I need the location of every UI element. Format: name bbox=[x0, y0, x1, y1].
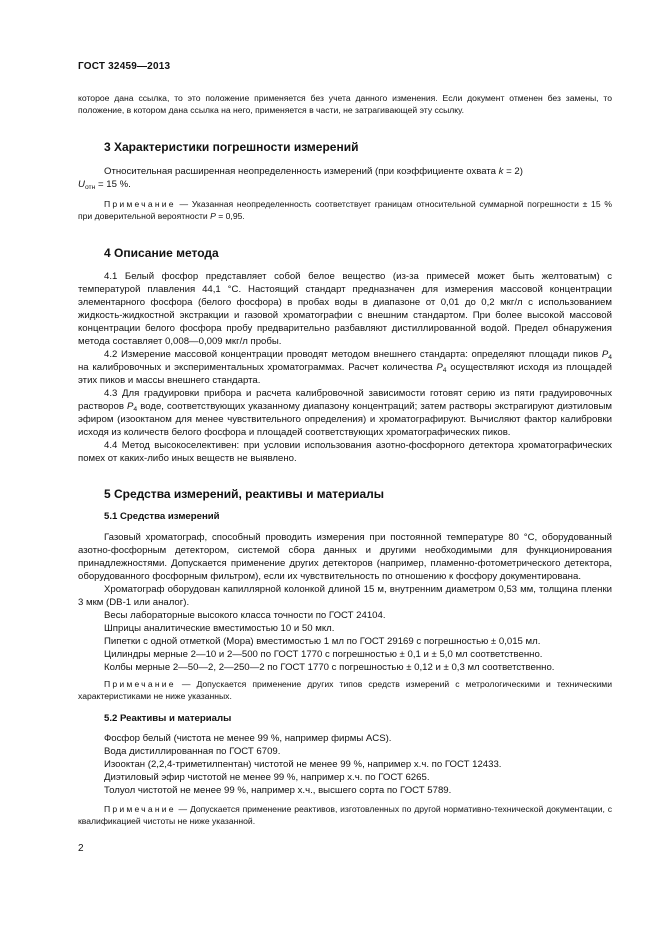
list-item-pipettes: Пипетки с одной отметкой (Мора) вместимостью 1 мл по ГОСТ 29169 с погрешностью ± 0,015 мл. bbox=[104, 636, 541, 647]
section-5-1-title: 5.1 Средства измерений bbox=[104, 511, 220, 522]
section-3-note: Примечание — Указанная неопределенность соответствует границам относительной суммарной погрешности ± 15 % при доверительной вероятности P = 0,95. bbox=[78, 199, 612, 221]
section-4-1-paragraph: 4.1 Белый фосфор представляет собой белое вещество (из-за примесей может быть желтоватым) с температурой плавления 44,1 °С. Настоящий стандарт предназначен для измерения массовой концентрации элементарного фосфора (белого фосфора) в пробах воды в диапазоне от 0,01 до 0,2 мкг/л с использованием жидкость-жидкостной экстракции и газовой хроматографии с внешним стандартом. При более высокой массовой концентрации белого фосфора пробу предварительно разбавляют дистиллированной водой. Предел обнаружения метода составляет 0,008—0,009 мкг/л пробы. bbox=[78, 271, 612, 347]
intro-paragraph: которое дана ссылка, то это положение применяется без учета данного изменения. Если документ отменен без замены, то положение, в котором дана ссылка на него, применяется в части, не затрагивающей эту ссылку. bbox=[78, 93, 612, 115]
section-4-title: 4 Описание метода bbox=[104, 246, 219, 260]
document-header: ГОСТ 32459—2013 bbox=[78, 61, 171, 72]
section-4-4-paragraph: 4.4 Метод высокоселективен: при условии использования азотно-фосфорного детектора хроматографических помех от каких-либо иных веществ не выявлено. bbox=[78, 440, 612, 464]
section-5-1-paragraph-2: Хроматограф оборудован капиллярной колонкой длиной 15 м, внутренним диаметром 0,53 мм, толщина пленки 3 мкм (DB-1 или аналог). bbox=[78, 584, 612, 608]
section-5-2-note: Примечание — Допускается применение реактивов, изготовленных по другой нормативно-технической документации, с квалификацией чистоты не ниже указанной. bbox=[78, 804, 612, 826]
section-5-1-paragraph-1: Газовый хроматограф, способный проводить измерения при постоянной температуре 80 °С, оборудованный азотно-фосфорным детектором, системой сбора данных и другими необходимыми для функционирования принадлежностями. Допускается применение других детекторов (например, пламенно-фотометрического детектора, оборудованного фосфорным фильтром), если их чувствительность по отношению к фосфору документирована. bbox=[78, 532, 612, 582]
section-5-title: 5 Средства измерений, реактивы и материалы bbox=[104, 487, 384, 501]
list-item-isooctane: Изооктан (2,2,4-триметилпентан) чистотой не менее 99 %, например х.ч. по ГОСТ 12433. bbox=[104, 759, 502, 770]
list-item-scales: Весы лабораторные высокого класса точности по ГОСТ 24104. bbox=[104, 610, 386, 621]
section-3-paragraph: Относительная расширенная неопределенность измерений (при коэффициенте охвата k = 2) $U_{отн} = 15$ %. bbox=[78, 166, 523, 191]
list-item-water: Вода дистиллированная по ГОСТ 6709. bbox=[104, 746, 281, 757]
list-item-diethyl-ether: Диэтиловый эфир чистотой не менее 99 %, например х.ч. по ГОСТ 6265. bbox=[104, 772, 430, 783]
section-3-title: 3 Характеристики погрешности измерений bbox=[104, 140, 359, 154]
list-item-cylinders: Цилиндры мерные 2—10 и 2—500 по ГОСТ 1770 с погрешностью ± 0,1 и ± 5,0 мл соответственно. bbox=[104, 649, 543, 660]
page-number: 2 bbox=[78, 843, 84, 854]
list-item-phosphorus: Фосфор белый (чистота не менее 99 %, например фирмы ACS). bbox=[104, 733, 392, 744]
section-4-2-paragraph: 4.2 Измерение массовой концентрации проводят методом внешнего стандарта: определяют площади пиков $P_4$ на калибровочных и экспериментальных хроматограммах. Расчет количества $P_4$ осуществляют исходя из площадей этих пиков и массы внешнего стандарта. bbox=[78, 349, 612, 386]
section-5-1-note: Примечание — Допускается применение других типов средств измерений с метрологическими и техническими характеристиками не ниже указанных. bbox=[78, 679, 612, 701]
section-4-3-paragraph: 4.3 Для градуировки прибора и расчета калибровочной зависимости готовят серию из пяти градуировочных растворов $P_4$ воде, соответствующих указанному диапазону концентраций; затем растворы экстрагируют диэтиловым эфиром (изооктаном для менее чувствительного определения) и хроматографируют. Вычисляют фактор калибровки исходя из количеств белого фосфора и площадей соответствующих хроматографических пиков. bbox=[78, 388, 612, 438]
list-item-flasks: Колбы мерные 2—50—2, 2—250—2 по ГОСТ 1770 с погрешностью ± 0,12 и ± 0,3 мл соответственно. bbox=[104, 662, 555, 673]
list-item-syringes: Шприцы аналитические вместимостью 10 и 50 мкл. bbox=[104, 623, 335, 634]
section-5-2-title: 5.2 Реактивы и материалы bbox=[104, 713, 232, 724]
document-body bbox=[78, 92, 612, 827]
list-item-toluene: Толуол чистотой не менее 99 %, например х.ч., высшего сорта по ГОСТ 5789. bbox=[104, 785, 452, 796]
